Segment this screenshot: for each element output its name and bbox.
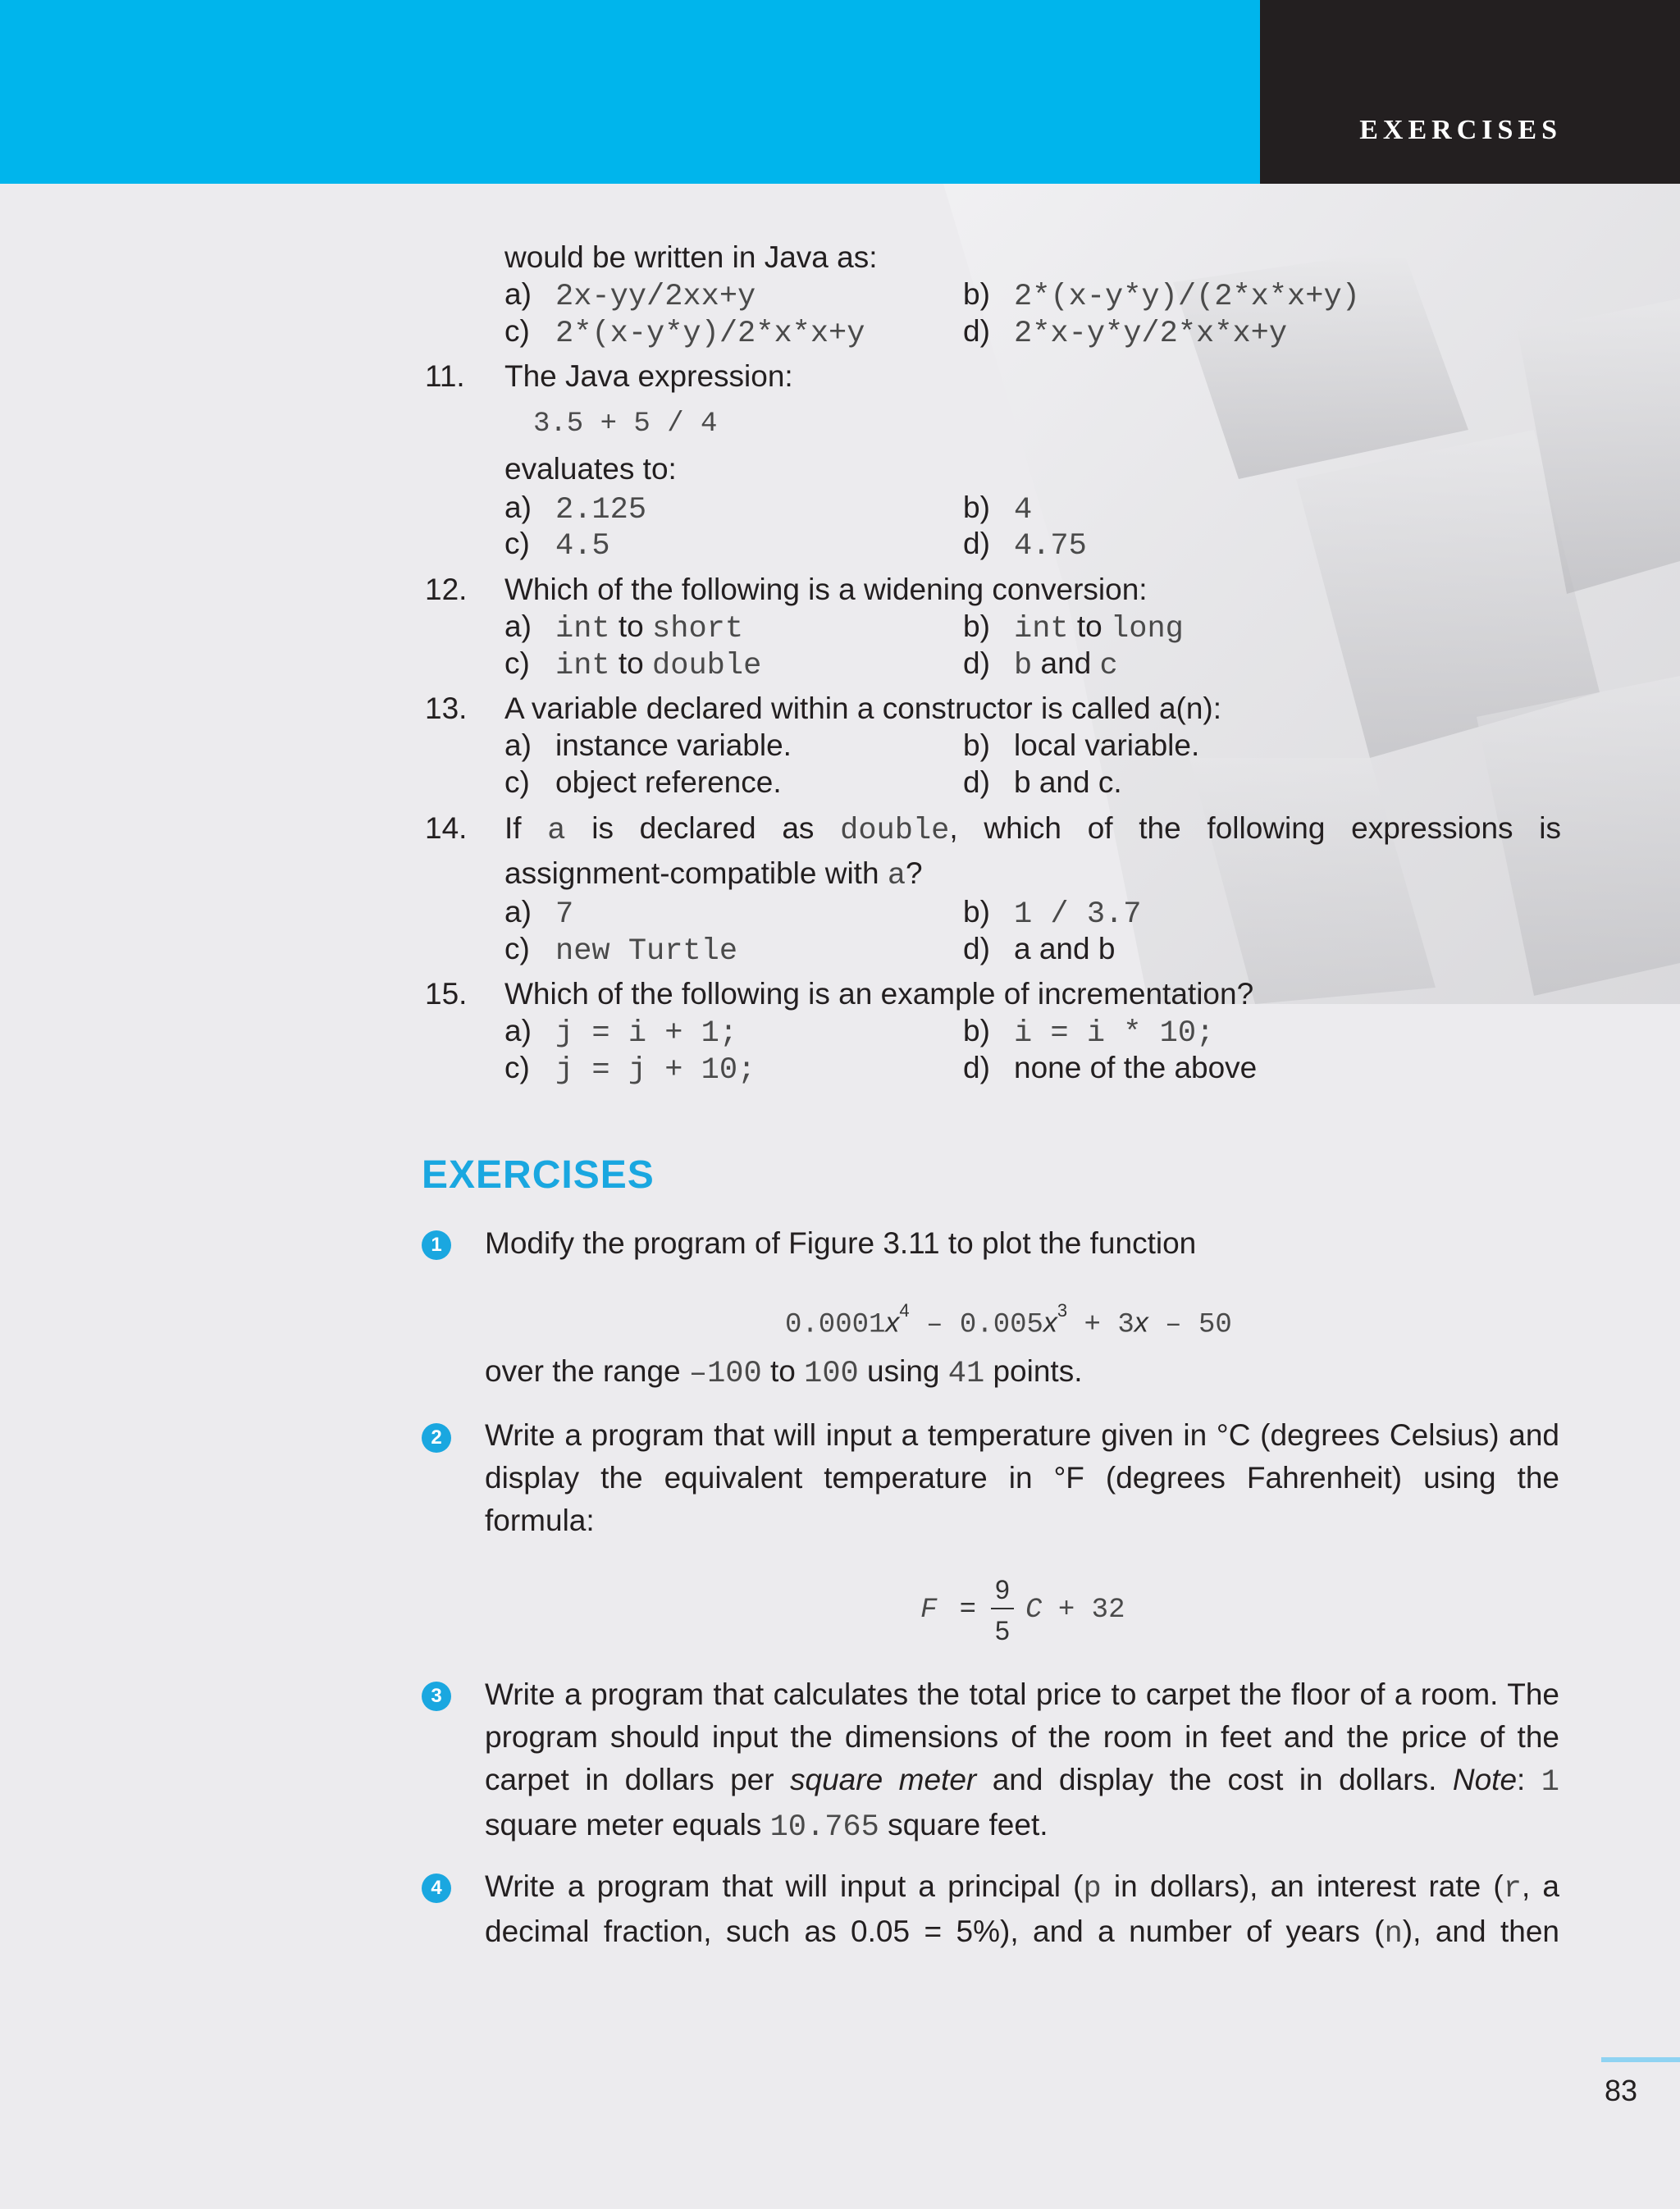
- e3-t4: square meter equals: [485, 1808, 770, 1842]
- q12-option-d: [963, 646, 1118, 684]
- q10-stem: would be written in Java as:: [504, 240, 878, 274]
- e4-v1: p: [1083, 1872, 1102, 1906]
- q15-option-d: [963, 1050, 1257, 1086]
- e1-points: 41: [947, 1357, 985, 1391]
- q14-option-d: [963, 931, 1115, 967]
- exercise-1-formula: [785, 1298, 1232, 1343]
- exercise-2-text: Write a program that will input a temperature given in °C (degrees Celsius) and display the equivalent temperature in °F (degrees Fahrenheit) using the formula:: [485, 1418, 1559, 1537]
- q15-option-b: [963, 1013, 1214, 1052]
- q11-stem: The Java expression:: [504, 359, 793, 393]
- q12-c-to: to: [609, 646, 653, 680]
- q13-option-d: [963, 764, 1122, 801]
- q10-c-text: 2*(x-y*y)/2*x*x+y: [555, 317, 865, 351]
- exercises-heading: EXERCISES: [422, 1153, 655, 1197]
- exercise-4-text: [485, 1865, 1559, 1956]
- f1-x2: x: [1043, 1307, 1057, 1339]
- e4-v3: n: [1384, 1917, 1403, 1951]
- q10-option-a: [504, 276, 756, 315]
- q10-a-label: a): [504, 277, 532, 311]
- q12-a-type2: short: [652, 612, 744, 646]
- f1-exp2: 3: [1057, 1300, 1068, 1321]
- q15-c-label: c): [504, 1051, 530, 1084]
- q12-c-label: c): [504, 646, 530, 680]
- q14-number: 14.: [425, 811, 468, 845]
- q12-c-type1: int: [555, 649, 610, 683]
- q15-c-text: j = j + 10;: [555, 1053, 756, 1088]
- q13-b-text: local variable.: [1014, 728, 1200, 762]
- q14-stem-var2: a: [887, 859, 906, 893]
- q15-d-text: none of the above: [1014, 1051, 1258, 1084]
- e3-t1: Write a program that calculates the total price to carpet the floor of a room. The program should input the dimensions of the room in feet and the price of the carpet in dollars per: [485, 1677, 1559, 1796]
- q13-c-text: object reference.: [555, 765, 782, 799]
- q11-number: 11.: [425, 359, 465, 393]
- q11-option-d: [963, 526, 1087, 564]
- q12-option-b: [963, 609, 1184, 647]
- e3-n1: 1: [1541, 1765, 1560, 1800]
- q12-d-ref2: c: [1099, 649, 1118, 683]
- exercise-2-formula-rhs: [1025, 1590, 1125, 1628]
- q11-c-text: 4.5: [555, 529, 610, 564]
- e4-v2: r: [1503, 1872, 1522, 1906]
- q12-c-type2: double: [652, 649, 762, 683]
- q13-b-label: b): [963, 728, 990, 762]
- q12-a-to: to: [609, 609, 653, 643]
- f1-op2: + 3: [1067, 1309, 1134, 1341]
- q11-option-c: [504, 526, 610, 564]
- e3-n2: 10.765: [769, 1810, 879, 1845]
- q13-option-c: [504, 764, 782, 801]
- q10-b-text: 2*(x-y*y)/(2*x*x+y): [1014, 280, 1360, 314]
- footer-rule: [1601, 2057, 1680, 2062]
- q15-b-text: i = i * 10;: [1014, 1016, 1215, 1051]
- q13-option-b: [963, 728, 1199, 764]
- q13-d-text: b and c.: [1014, 765, 1122, 799]
- q14-a-text: 7: [555, 897, 574, 932]
- q11-option-a: [504, 490, 646, 528]
- e3-t3: :: [1517, 1763, 1541, 1796]
- q14-c-label: c): [504, 932, 530, 965]
- e1-after4: points.: [984, 1354, 1083, 1388]
- q13-a-label: a): [504, 728, 532, 762]
- q14-stem-type: double: [840, 814, 950, 848]
- q15-b-label: b): [963, 1014, 990, 1047]
- exercise-3-text: [485, 1673, 1559, 1849]
- f1-coef1: 0.0001: [785, 1309, 886, 1341]
- q13-number: 13.: [425, 691, 468, 725]
- q12-option-a: [504, 609, 743, 647]
- q15-option-a: [504, 1013, 737, 1052]
- exercise-2-number-badge: 2: [422, 1423, 451, 1453]
- q12-d-label: d): [963, 646, 990, 680]
- q12-b-type1: int: [1014, 612, 1069, 646]
- q11-d-label: d): [963, 527, 990, 560]
- q14-c-text: new Turtle: [555, 934, 738, 969]
- q10-option-b: [963, 276, 1360, 315]
- e4-t2: in dollars), an interest rate (: [1101, 1869, 1504, 1903]
- q14-option-b: [963, 894, 1141, 933]
- f2-denominator: 5: [995, 1616, 1010, 1645]
- q10-option-d: [963, 313, 1287, 352]
- q10-b-label: b): [963, 277, 990, 311]
- q14-stem-line1: [504, 810, 1561, 849]
- q12-b-label: b): [963, 609, 990, 643]
- q12-d-ref1: b: [1014, 649, 1033, 683]
- f2-fraction-bar: [991, 1608, 1014, 1609]
- q12-a-label: a): [504, 609, 532, 643]
- f2-eq: =: [959, 1592, 976, 1623]
- q12-a-type1: int: [555, 612, 610, 646]
- f2-lhs: F: [920, 1595, 938, 1626]
- exercise-3-number-badge: 3: [422, 1682, 451, 1711]
- e3-note: Note: [1452, 1763, 1518, 1796]
- q12-option-c: [504, 646, 761, 684]
- e4-t4: ), and then: [1402, 1915, 1559, 1948]
- q12-b-type2: long: [1111, 612, 1184, 646]
- q14-option-a: [504, 894, 573, 933]
- q14-stem-part4: assignment-compatible with: [504, 856, 888, 890]
- q14-d-label: d): [963, 932, 990, 965]
- q13-c-label: c): [504, 765, 530, 799]
- q14-b-label: b): [963, 895, 990, 929]
- q14-a-label: a): [504, 895, 532, 929]
- q14-stem-part1: If: [504, 811, 548, 845]
- q14-b-text: 1 / 3.7: [1014, 897, 1142, 932]
- q15-number: 15.: [425, 977, 468, 1011]
- q14-stem-part3: , which of the following expressions is: [949, 811, 1562, 845]
- q15-option-c: [504, 1050, 756, 1089]
- q11-b-text: 4: [1014, 493, 1033, 527]
- q15-a-text: j = i + 1;: [555, 1016, 738, 1051]
- q13-d-label: d): [963, 765, 990, 799]
- q11-a-label: a): [504, 491, 532, 524]
- q15-stem: Which of the following is an example of incrementation?: [504, 977, 1254, 1011]
- q11-c-label: c): [504, 527, 530, 560]
- f1-x1: x: [885, 1307, 900, 1339]
- f2-numerator: 9: [995, 1575, 1010, 1604]
- e3-italic: square meter: [790, 1763, 977, 1796]
- q10-d-text: 2*x-y*y/2*x*x+y: [1014, 317, 1288, 351]
- e3-t5: square feet.: [879, 1808, 1048, 1842]
- q10-d-label: d): [963, 314, 990, 348]
- exercise-1-range-line: [485, 1350, 1559, 1395]
- f2-tail: + 32: [1057, 1595, 1125, 1626]
- e1-range-hi: 100: [804, 1357, 859, 1391]
- e1-after2: to: [761, 1354, 805, 1388]
- q10-c-label: c): [504, 314, 530, 348]
- e1-range-lo: –100: [688, 1357, 762, 1391]
- exercise-2-formula-lhs: [920, 1590, 976, 1628]
- q14-stem-var: a: [547, 814, 566, 848]
- q12-b-to: to: [1068, 609, 1112, 643]
- q11-stem2: evaluates to:: [504, 452, 677, 486]
- q11-d-text: 4.75: [1014, 529, 1087, 564]
- f1-op3: – 50: [1148, 1309, 1232, 1341]
- exercise-4-number-badge: 4: [422, 1874, 451, 1903]
- q11-code: 3.5 + 5 / 4: [533, 408, 718, 440]
- q14-option-c: [504, 931, 737, 970]
- q15-d-label: d): [963, 1051, 990, 1084]
- q14-stem-part2: is declared as: [565, 811, 841, 845]
- q11-option-b: [963, 490, 1032, 528]
- q12-d-and: and: [1032, 646, 1100, 680]
- page-number: 83: [1604, 2074, 1637, 2107]
- q14-d-text: a and b: [1014, 932, 1116, 965]
- e1-after3: using: [858, 1354, 948, 1388]
- q12-stem: Which of the following is a widening conversion:: [504, 573, 1148, 606]
- q11-b-label: b): [963, 491, 990, 524]
- q10-a-text: 2x-yy/2xx+y: [555, 280, 756, 314]
- q13-stem: A variable declared within a constructor is called a(n):: [504, 691, 1222, 725]
- q13-a-text: instance variable.: [555, 728, 792, 762]
- f1-op1: – 0.005: [909, 1309, 1043, 1341]
- e4-t3: , a decimal fraction, such as 0.05 = 5%), and a number of years (: [485, 1869, 1560, 1948]
- e1-after1: over the range: [485, 1354, 689, 1388]
- f2-var: C: [1025, 1595, 1043, 1626]
- running-head: EXERCISES: [1359, 115, 1562, 145]
- q12-number: 12.: [425, 573, 468, 606]
- exercise-1-number-badge: 1: [422, 1230, 451, 1260]
- e3-t2: and display the cost in dollars.: [976, 1763, 1453, 1796]
- e4-t1: Write a program that will input a principal (: [485, 1869, 1084, 1903]
- f1-x3: x: [1134, 1307, 1148, 1339]
- q14-stem-line2: [504, 856, 923, 894]
- q14-stem-part5: ?: [906, 856, 923, 890]
- q10-option-c: [504, 313, 865, 352]
- exercise-1-text: Modify the program of Figure 3.11 to plot the function: [485, 1226, 1197, 1260]
- q13-option-a: [504, 728, 792, 764]
- f1-exp1: 4: [899, 1300, 910, 1321]
- q15-a-label: a): [504, 1014, 532, 1047]
- q11-a-text: 2.125: [555, 493, 647, 527]
